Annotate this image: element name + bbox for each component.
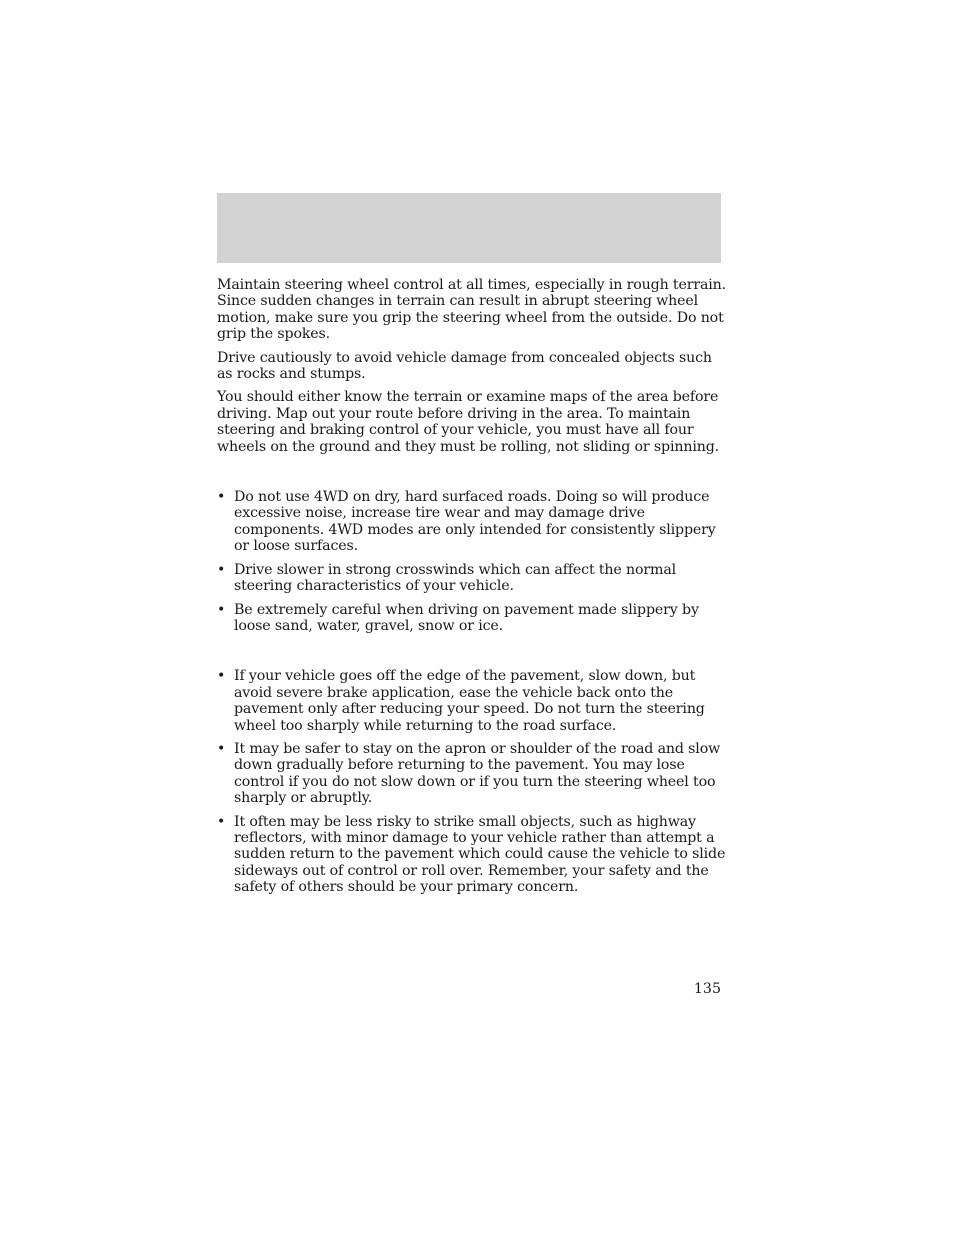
bullet-icon: • xyxy=(217,601,226,618)
page-content xyxy=(217,277,727,903)
list-item xyxy=(217,489,727,555)
list-item xyxy=(217,562,727,595)
section-spacer xyxy=(217,641,727,668)
list-item-text: It often may be less risky to strike small objects, such as highway reflectors, with minor damage to your vehicle rather than attempt a sudden return to the pavement which could cause the vehicle to slide sideways out of control or roll over. Remember, your safety and the safety of others should be your primary concern. xyxy=(234,813,726,896)
list-item-text: If your vehicle goes off the edge of the pavement, slow down, but avoid severe brake application, ease the vehicle back onto the pavement only after reducing your speed. Do not turn the steering wheel too sharply while returning to the road surface. xyxy=(234,668,705,734)
list-item-text: Be extremely careful when driving on pavement made slippery by loose sand, water, gravel, snow or ice. xyxy=(234,601,699,634)
list-item-text: It may be safer to stay on the apron or shoulder of the road and slow down gradually before returning to the pavement. You may lose control if you do not slow down or if you turn the steering wheel too sharply or abruptly. xyxy=(234,740,721,807)
header-band xyxy=(217,193,721,263)
paragraph-know-terrain: You should either know the terrain or examine maps of the area before driving. Map out your route before driving in the area. To maintain steering and braking control of your vehicle, you must have all four wheels on the ground and they must be rolling, not sliding or spinning. xyxy=(217,389,720,455)
bullet-icon: • xyxy=(217,813,226,830)
section-spacer xyxy=(217,462,727,489)
list-item xyxy=(217,602,727,635)
list-item xyxy=(217,668,727,734)
bullet-list-pavement-edge xyxy=(217,668,727,895)
paragraph-steering-control: Maintain steering wheel control at all times, especially in rough terrain. Since sudden changes in terrain can result in abrupt steering wheel motion, make sure you grip the steering wheel from the outside. Do not grip the spokes. xyxy=(217,277,727,343)
bullet-icon: • xyxy=(217,668,226,685)
list-item xyxy=(217,814,727,896)
bullet-icon: • xyxy=(217,561,226,578)
bullet-icon: • xyxy=(217,489,226,506)
page-number: 135 xyxy=(693,981,721,997)
list-item-text: Do not use 4WD on dry, hard surfaced roads. Doing so will produce excessive noise, increase tire wear and may damage drive components. 4WD modes are only intended for consistently slippery or loose surfaces. xyxy=(234,489,716,555)
list-item xyxy=(217,741,727,807)
paragraph-concealed-objects: Drive cautiously to avoid vehicle damage from concealed objects such as rocks and stumps. xyxy=(217,349,712,383)
list-item-text: Drive slower in strong crosswinds which can affect the normal steering characteristics of your vehicle. xyxy=(234,561,677,595)
bullet-list-road-conditions xyxy=(217,489,727,634)
bullet-icon: • xyxy=(217,740,226,757)
